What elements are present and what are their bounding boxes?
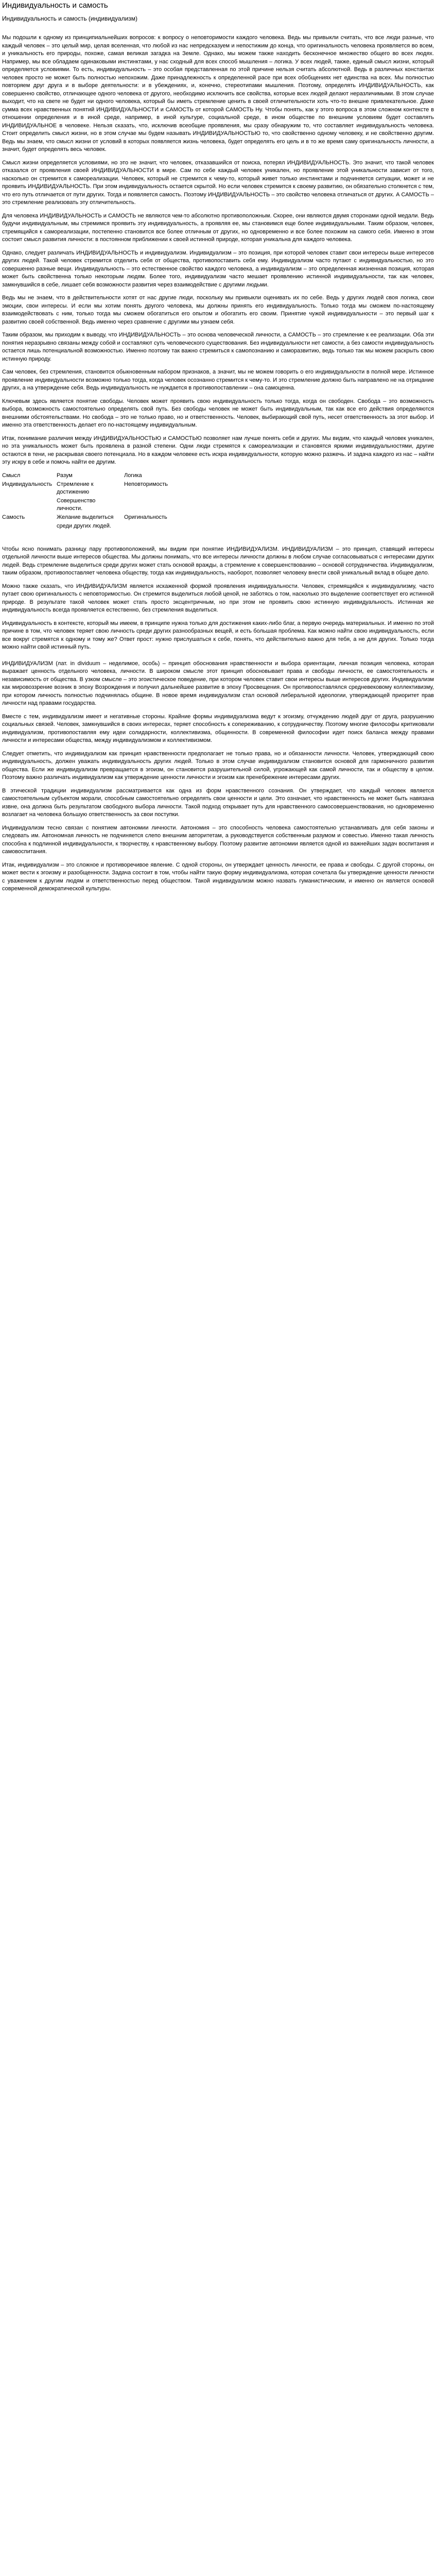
- table-cell: [124, 522, 194, 531]
- paragraph: Можно также сказать, что ИНДИВИДУАЛИЗМ является искаженной формой проявления индивидуальности. Человек, стремящийся к индивидуализму, часто путает свою оригинальность с неповторимостью. Он стремится выделиться любой ценой, не заботясь о том, насколько это выделение соответствует его истинной природе. В результате такой человек может стать просто эксцентричным, но при этом не проявить свою истинную индивидуальность. Истинная же индивидуальность всегда проявляется естественно, без стремления выделиться.: [2, 583, 434, 613]
- article-body-section-2: [2, 546, 434, 893]
- paragraph: ИНДИВИДУАЛИЗМ (лат. in dividuum – неделимое, особь) – принцип обоснования нравственности и выбора ориентации, личная позиция человека, которая выражает ценность отдельного человека, личности. В широком смысле этот принцип обосновывает права и свободы личности, ее самостоятельность и независимость от общества. В узком смысле – это эгоистическое поведение, при котором человек ставит свои интересы выше интересов других. Индивидуализм как мировоззрение возник в эпоху Возрождения и получил дальнейшее развитие в эпоху Просвещения. Он противопоставлялся средневековому коллективизму, при котором личность полностью подчинялась общине. В новое время индивидуализм стал основой либеральной идеологии, утверждающей приоритет прав личности над правами государства.: [2, 660, 434, 706]
- table-cell: Неповторимость: [124, 481, 168, 487]
- paragraph: Ключевым здесь является понятие свободы. Человек может проявить свою индивидуальность только тогда, когда он свободен. Свобода – это возможность выбора, возможность самостоятельно определять свой путь. Без свободы человек не может быть индивидуальным, так как все его действия определяются внешними обстоятельствами. Но свобода – это не только право, но и ответственность. Человек, выбирающий свой путь, несет ответственность за этот выбор. И именно эта ответственность делает его по-настоящему индивидуальным.: [2, 398, 434, 428]
- paragraph: Индивидуализм тесно связан с понятием автономии личности. Автономия – это способность человека самостоятельно устанавливать для себя законы и следовать им. Автономная личность не подчиняется слепо внешним авторитетам, а руководствуется собственным разумом и совестью. Именно такая личность способна к подлинной индивидуальности, к творчеству, к нравственному выбору. Поэтому развитие автономии является одной из важнейших задач воспитания и самовоспитания.: [2, 824, 434, 855]
- table-row: [2, 522, 194, 531]
- table-cell: Разум: [57, 472, 73, 479]
- paragraph: Индивидуальность в контексте, который мы имеем, в принципе нужна только для достижения каких-либо благ, а первую очередь материальных. И именно по этой причине в том, что человек теряет свою личность среди других разнообразных вещей, и есть большая проблема. Как можно найти свою индивидуальность, если все вокруг стремятся к одному и тому же? Ответ прост: нужно прислушаться к себе, понять, что действительно важно для тебя, а не для других. Только тогда можно найти свой истинный путь.: [2, 620, 434, 650]
- paragraph: В этической традиции индивидуализм рассматривается как одна из форм нравственного сознания. Он утверждает, что каждый человек является самостоятельным субъектом морали, способным самостоятельно определять свои ценности и цели. Это означает, что нравственность не может быть навязана извне, она должна быть результатом свободного выбора личности. Такой подход открывает путь для нравственного самосовершенствования, но одновременно возлагает на человека большую ответственность за свои поступки.: [2, 787, 434, 818]
- table-cell: Смысл: [2, 472, 21, 479]
- paragraph: Смысл жизни определяется условиями, но это не значит, что человек, отказавшийся от поиска, потерял ИНДИВИДУАЛЬНОСТЬ. Это значит, что такой человек отказался от проявления своей ИНДИВИДУАЛЬНОСТИ в мире. Сам по себе каждый человек уникален, но проявление этой уникальности зависит от того, насколько он стремится к самореализации. Человек, который не стремится к чему-то, который живет только инстинктами и подчиняется ситуации, может и не проявить ИНДИВИДУАЛЬНОСТЬ. При этом индивидуальность остается скрытой. Но если человек стремится к своему развитию, он обязательно столкнется с тем, что его путь отличается от пути других. Тогда и появляется самость. Поэтому ИНДИВИДУАЛЬНОСТЬ – это свойство человека отличаться от других. А САМОСТЬ – это стремление реализовать эту отличительность.: [2, 159, 434, 206]
- table-cell: Желание выделиться: [57, 514, 114, 520]
- paragraph: Таким образом, мы приходим к выводу, что ИНДИВИДУАЛЬНОСТЬ – это основа человеческой личности, а САМОСТЬ – это стремление к ее реализации. Оба эти понятия неразрывно связаны между собой и составляют суть человеческого существования. Без индивидуальности нет самости, а без самости индивидуальность остается лишь потенциальной возможностью. Именно поэтому так важно стремиться к самопознанию и саморазвитию, ведь только так мы можем раскрыть свою истинную природу.: [2, 332, 434, 362]
- table-cell: среди других людей.: [57, 522, 111, 529]
- article-body: [2, 34, 434, 467]
- page-subtitle: Индивидуальность и самость (индивидуализм): [2, 15, 138, 22]
- page-title: Индивидуальность и самость: [2, 1, 108, 10]
- paragraph: Итак, индивидуализм – это сложное и противоречивое явление. С одной стороны, он утверждает ценность личности, ее права и свободы. С другой стороны, он может вести к эгоизму и разобщенности. Задача состоит в том, чтобы найти такую форму индивидуализма, которая сочетала бы утверждение ценности личности с уважением к другим людям и ответственностью перед обществом. Такой индивидуализм можно назвать гуманистическим, и именно он является основой современной демократической культуры.: [2, 861, 434, 892]
- table-cell: [2, 522, 57, 531]
- table-cell: Самость: [2, 514, 25, 520]
- table-cell: Стремление к достижению: [57, 481, 94, 495]
- paragraph: Вместе с тем, индивидуализм имеет и негативные стороны. Крайние формы индивидуализма ведут к эгоизму, отчуждению людей друг от друга, разрушению социальных связей. Человек, замкнувшийся в своих интересах, теряет способность к сопереживанию, к сотрудничеству. Поэтому многие философы критиковали индивидуализм, противопоставляя ему идеи солидарности, коллективизма, общинности. В современной философии идет поиск баланса между правами личности и интересами общества, между индивидуализмом и коллективизмом.: [2, 713, 434, 743]
- table-row: [2, 514, 194, 522]
- table-cell: Индивидуальность: [2, 481, 53, 487]
- paragraph: Для человека ИНДИВИДУАЛЬНОСТЬ и САМОСТЬ не являются чем-то абсолютно противоположным. Скорее, они являются двумя сторонами одной медали. Ведь будучи индивидуальным, мы стремимся проявить эту индивидуальность, а проявляя ее, мы становимся еще более индивидуальными. Таким образом, человек, стремящийся к самореализации, постепенно становится все более отличным от других, но одновременно и все более похожим на самого себя. Именно в этом состоит смысл развития личности: в постоянном приближении к своей истинной природе, которая уникальна для каждого человека.: [2, 212, 434, 243]
- paragraph: Итак, понимание различия между ИНДИВИДУАЛЬНОСТЬЮ и САМОСТЬЮ позволяет нам лучше понять себя и других. Мы видим, что каждый человек уникален, но эта уникальность может быть проявлена в разной степени. Одни люди стремятся к самореализации и становятся яркими индивидуальностями, другие остаются в тени, не раскрывая своего потенциала. Но в каждом человеке есть искра индивидуальности, которую можно разжечь. И задача каждого из нас – найти эту искру в себе и помочь найти ее другим.: [2, 435, 434, 465]
- table-cell: Оригинальность: [124, 514, 167, 520]
- table-cell: Логика: [124, 472, 142, 479]
- table-cell: [124, 497, 194, 514]
- table-row: [2, 497, 194, 514]
- paragraph: Однако, следует различать ИНДИВИДУАЛЬНОСТЬ и индивидуализм. Индивидуализм – это позиция, при которой человек ставит свои интересы выше интересов других людей. Такой человек стремится отделить себя от общества, противопоставить себя ему. Индивидуализм часто путают с индивидуальностью, но это совершенно разные вещи. Индивидуальность – это естественное свойство каждого человека, а индивидуализм – это определенная жизненная позиция, которая может быть свойственна только некоторым людям. Более того, индивидуализм часто мешает проявлению истинной индивидуальности, так как человек, замкнувшийся в себе, лишает себя возможности развития через взаимодействие с другими людьми.: [2, 249, 434, 288]
- comparison-table: [2, 472, 194, 531]
- paragraph: Чтобы ясно понимать разницу пару противоположений, мы видим при понятие ИНДИВИДУАЛИЗМ. ИНДИВИДУАЛИЗМ – это принцип, ставящий интересы отдельной личности выше интересов общества. Мы должны понимать, что все интересы личности должны в любом случае согласовываться с интересами других людей. Ведь стремление выделиться среди других может стать основой вражды, а стремление к совершенствованию – основой сотрудничества. Индивидуализм, таким образом, противопоставляет человека обществу, тогда как индивидуальность, наоборот, позволяет человеку внести свой уникальный вклад в общее дело.: [2, 546, 434, 576]
- table-row: [2, 481, 194, 497]
- table-cell: Совершенство личности.: [57, 497, 96, 512]
- page: [0, 0, 436, 893]
- table-row: [2, 472, 194, 481]
- paragraph: Сам человек, без стремления, становится обыкновенным набором признаков, а значит, мы не можем говорить о его индивидуальности в полной мере. Истинное проявление индивидуальности возможно только тогда, когда человек осознанно стремится к чему-то. И это стремление должно быть направлено не на отрицание других, а на утверждение себя. Ведь индивидуальность не нуждается в противопоставлении – она самоценна.: [2, 369, 434, 391]
- paragraph: Следует отметить, что индивидуализм как принцип нравственности предполагает не только права, но и обязанности личности. Человек, утверждающий свою индивидуальность, должен уважать индивидуальность других людей. Только в этом случае индивидуализм становится основой для гармоничного развития общества. Если же индивидуализм превращается в эгоизм, он становится разрушительной силой, угрожающей как самой личности, так и обществу в целом. Поэтому важно различать индивидуализм как утверждение ценности личности и эгоизм как пренебрежение интересами других.: [2, 750, 434, 781]
- table-cell: [2, 497, 57, 514]
- paragraph: Мы подошли к одному из принципиальнейших вопросов: к вопросу о неповторимости каждого человека. Ведь мы привыкли считать, что все люди разные, что каждый человек – это целый мир, целая вселенная, что любой из нас непредсказуем и непостижим до конца, что оригинальность человека проявляется во всем, и уникальность его природы, похоже, самая великая загадка на Земле. Однако, мы можем также находить бесконечное множество общего во всех людях. Например, мы все обладаем одинаковыми инстинктами, у нас сходный для всех способ мышления – логика. У всех людей, также, единый смысл жизни, который определяется условиями. То есть, индивидуальность – это особая представленная по этой причине нельзя считать абсолютной. Ведь в различных константах человек просто не может быть полностью непохожим. Даже принадлежность к определенной расе при всех обобщениях нет единства на всех. Мы полностью повторяем друг друга и в выборе деятельности: и в убеждениях, и, конечно, стереотипами мышления. Поэтому, определять ИНДИВИДУАЛЬНОСТЬ, как совершенно свойство, отличающее одного человека от другого, необходимо исключить все свойства, которые всех людей делают неразличимыми. В этом случае выходит, что на свете не будет ни одного человека, который бы иметь стремление ценить в своей отличительности хоть что-то внешне привлекательное. Даже сумма всех нравственных понятий ИНДИВИДУАЛЬНОСТИ и САМОСТЬ от которой САМОСТЬ Ну. Чтобы понять, как у этого вопроса в этом сложном контексте в отношении определения и в иной среде, например, в иной культуре, социальной среде, в ином обществе по внешним условиям будет составлять ИНДИВИДУАЛЬНОЕ в человеке. Нельзя сказать, что, исключив всеобщие проявления, мы сразу обнаружим то, что составляет индивидуальность человека. Стоит определить смысл жизни, но в этом случае мы будем называть ИНДИВИДУАЛЬНОСТЬЮ то, что свойственно одному человеку, и не свойственно другим. Ведь мы знаем, что смысл жизни от условий в которых появляется жизнь человека, будет определять его цель и в то же время саму оригинальность личности, а значит, будет определять весь человек.: [2, 35, 434, 152]
- paragraph: Ведь мы не знаем, что в действительности хотят от нас другие люди, поскольку мы привыкли оценивать их по себе. Ведь у других людей своя логика, свои эмоции, свои интересы. И если мы хотим понять другого человека, мы должны принять его индивидуальность. Только тогда мы сможем по-настоящему взаимодействовать с ним, только тогда мы сможем обогатиться его опытом и обогатить его своим. Принятие чужой индивидуальности – это первый шаг к развитию своей собственной. Ведь именно через сравнение с другими мы узнаем себя.: [2, 295, 434, 325]
